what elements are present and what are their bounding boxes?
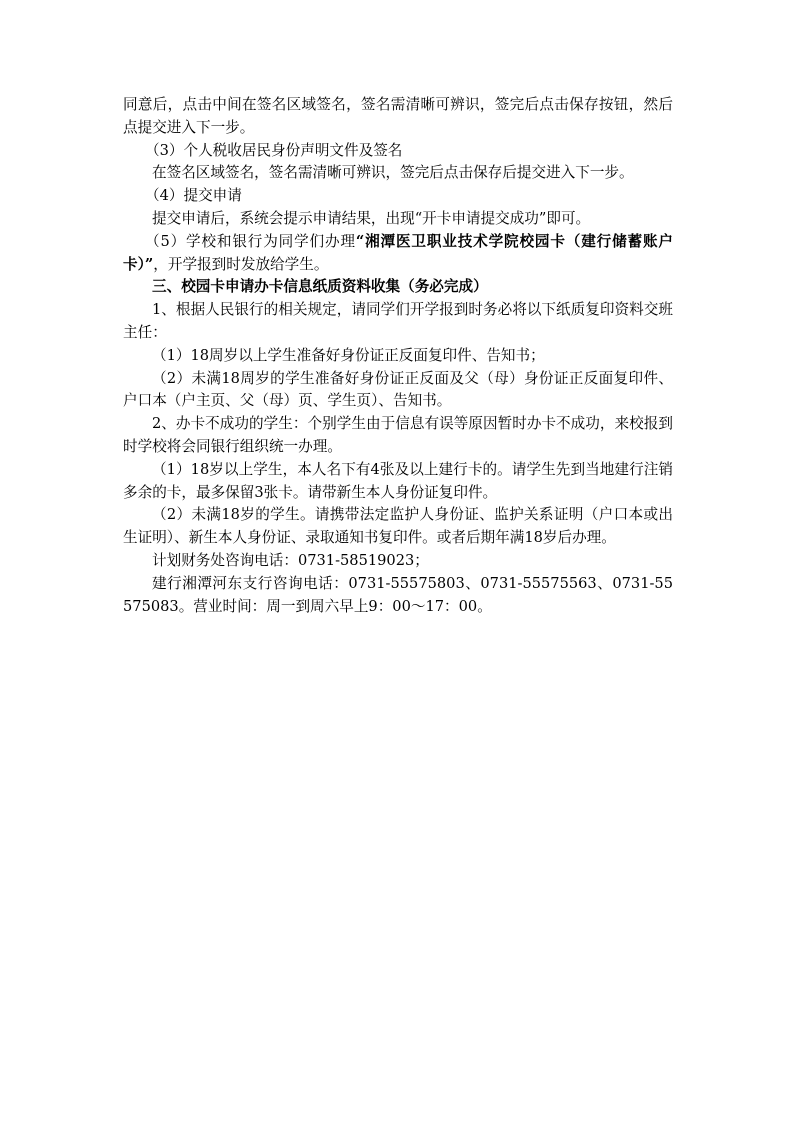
document-page	[123, 94, 673, 618]
section-heading-three: 三、校园卡申请办卡信息纸质资料收集（务必完成）	[152, 278, 488, 296]
paragraph-tax-signature: 在签名区域签名，签名需清晰可辨识，签完后点击保存后提交进入下一步。	[152, 164, 634, 182]
paragraph-failed-cards: 2、办卡不成功的学生：个别学生由于信息有误等原因暂时办卡不成功，来校报到时学校将会同银行组织统一办理。	[123, 415, 673, 455]
paragraph-campus-card	[123, 231, 673, 277]
paragraph-tax-residency-heading: （3）个人税收居民身份声明文件及签名	[145, 141, 403, 159]
paragraph-adult-excess-cards: （1）18岁以上学生，本人名下有4张及以上建行卡的。请学生先到当地建行注销多余的卡，最多保留3张卡。请带新生本人身份证复印件。	[123, 460, 673, 501]
paragraph-finance-phone: 计划财务处咨询电话：0731-58519023；	[152, 551, 429, 569]
campus-card-intro: （5）学校和银行为同学们办理	[145, 232, 356, 250]
paragraph-minor-documents: （2）未满18周岁的学生准备好身份证正反面及父（母）身份证正反面复印件、户口本（户主页、父（母）页、学生页）、告知书。	[123, 369, 673, 410]
paragraph-minor-guardian: （2）未满18岁的学生。请携带法定监护人身份证、监护关系证明（户口本或出生证明）、新生本人身份证、录取通知书复印件。或者后期年满18岁后办理。	[123, 506, 673, 547]
campus-card-name: “湘潭医卫职业技术学院校园卡（建行储蓄账户卡）”	[123, 232, 673, 273]
paragraph-bank-phone-hours: 建行湘潭河东支行咨询电话：0731-55575803、0731-55575563、0731-55575083。营业时间：周一到周六早上9：00～17：00。	[123, 574, 673, 615]
paragraph-adult-documents: （1）18周岁以上学生准备好身份证正反面复印件、告知书；	[152, 346, 545, 364]
campus-card-distribution: ，开学报到时发放给学生。	[153, 255, 329, 273]
paragraph-submit-result: 提交申请后，系统会提示申请结果，出现“开卡申请提交成功”即可。	[152, 209, 591, 227]
paragraph-signature-step: 同意后，点击中间在签名区域签名，签名需清晰可辨识，签完后点击保存按钮，然后点提交进入下一步。	[123, 96, 673, 136]
paragraph-bank-regulation: 1、根据人民银行的相关规定，请同学们开学报到时务必将以下纸质复印资料交班主任：	[123, 301, 673, 341]
paragraph-submit-heading: （4）提交申请	[145, 187, 242, 205]
